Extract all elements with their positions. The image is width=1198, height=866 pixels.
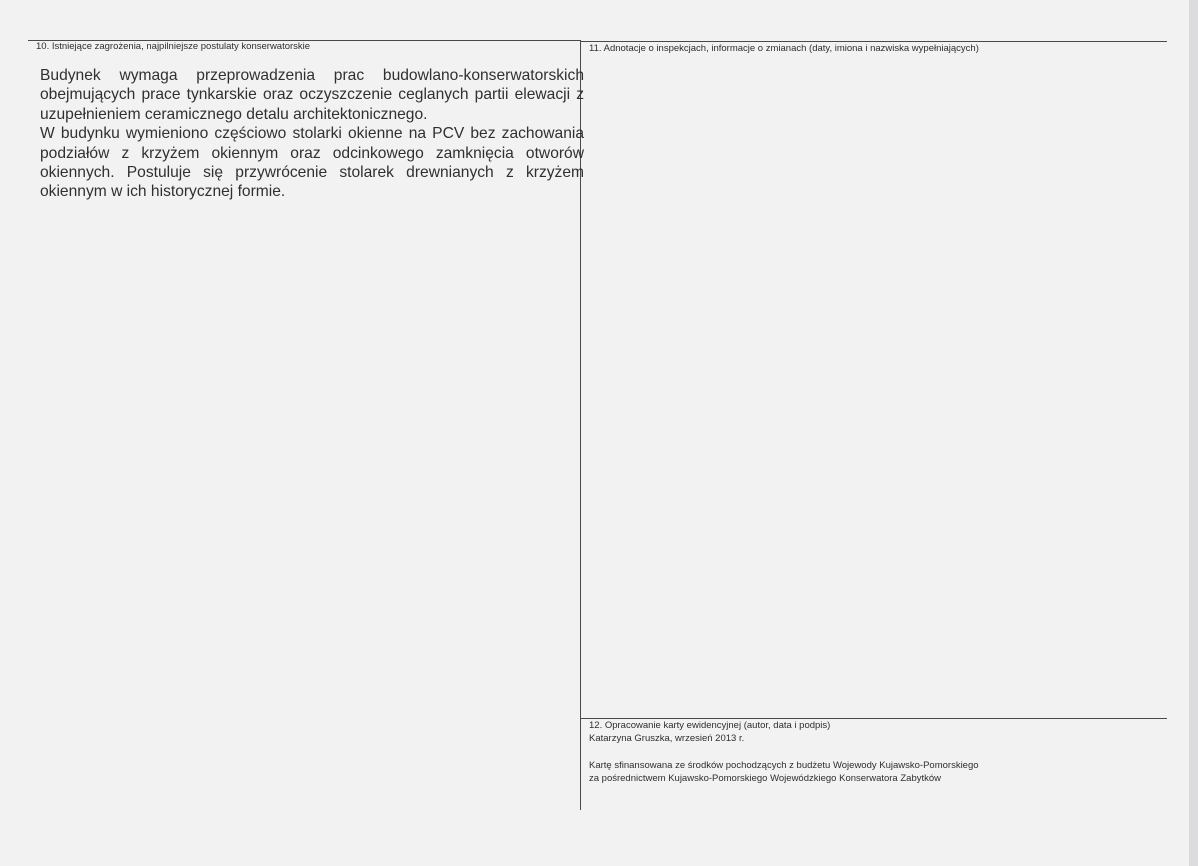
author-line: Katarzyna Gruszka, wrzesień 2013 r. — [589, 733, 745, 744]
section-12-label: 12. Opracowanie karty ewidencyjnej (autor, data i podpis) — [589, 720, 831, 731]
section-12-top-rule — [581, 718, 1167, 719]
section-11-label: 11. Adnotacje o inspekcjach, informacje o zmianach (daty, imiona i nazwiska wypełniających) — [589, 43, 979, 54]
section-10-paragraph-1: Budynek wymaga przeprowadzenia prac budowlano-konserwatorskich obejmujących prace tynkarskie oraz oczyszczenie ceglanych partii elewacji z uzupełnieniem ceramicznego detalu architektonicznego. — [40, 67, 584, 123]
funding-line-1: Kartę sfinansowana ze środków pochodzących z budżetu Wojewody Kujawsko-Pomorskiego — [589, 760, 979, 771]
section-11-top-rule — [581, 41, 1167, 42]
section-10-paragraph-2: W budynku wymieniono częściowo stolarki okienne na PCV bez zachowania podziałów z krzyżem okiennym oraz odcinkowego zamknięcia otworów okiennych. Postuluje się przywrócenie stolarek drewnianych z krzyżem okiennym w ich historycznej formie. — [40, 125, 584, 201]
scan-edge — [1189, 0, 1198, 866]
section-10-label: 10. Istniejące zagrożenia, najpilniejsze postulaty konserwatorskie — [36, 41, 311, 52]
section-10-body — [40, 66, 584, 202]
funding-line-2: za pośrednictwem Kujawsko-Pomorskiego Wojewódzkiego Konserwatora Zabytków — [589, 773, 942, 784]
